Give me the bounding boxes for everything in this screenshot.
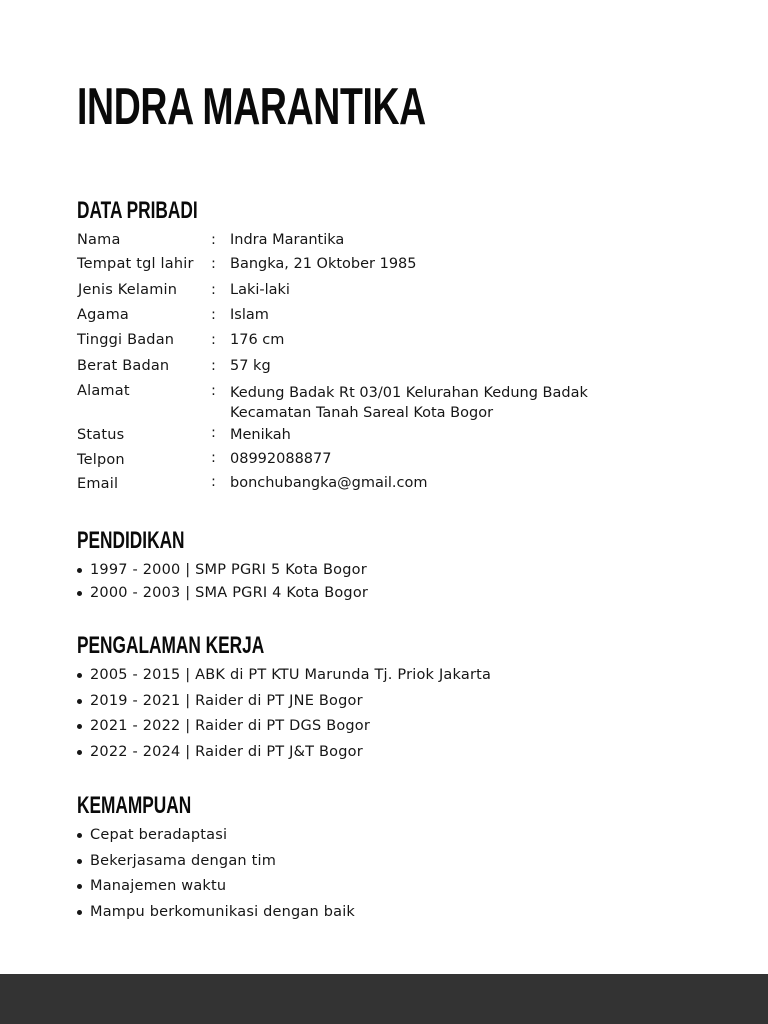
- list-item: [77, 850, 355, 876]
- bullet-icon: [77, 724, 82, 729]
- list-item: [77, 901, 355, 927]
- personal-colon: :: [211, 358, 216, 374]
- bullet-icon: [77, 591, 82, 596]
- footer-bar: [0, 974, 768, 1024]
- address-line-1: Kedung Badak Rt 03/01 Kelurahan Kedung Badak: [230, 385, 588, 401]
- bullet-icon: [77, 699, 82, 704]
- personal-value: 57 kg: [230, 358, 271, 374]
- experience-item-text: 2019 - 2021 | Raider di PT JNE Bogor: [90, 692, 363, 709]
- address-line-2: Kecamatan Tanah Sareal Kota Bogor: [230, 405, 494, 421]
- section-title-kemampuan: KEMAMPUAN: [77, 792, 192, 819]
- personal-colon: :: [211, 232, 216, 248]
- list-item: [77, 824, 355, 850]
- personal-label: Nama: [77, 232, 121, 248]
- list-item: [77, 664, 491, 690]
- section-title-data-pribadi: DATA PRIBADI: [77, 197, 198, 224]
- skill-item-text: Bekerjasama dengan tim: [90, 852, 277, 869]
- experience-item-text: 2021 - 2022 | Raider di PT DGS Bogor: [90, 718, 371, 735]
- list-item: [77, 582, 368, 605]
- personal-value: Islam: [230, 307, 269, 323]
- skills-list: [77, 824, 355, 926]
- personal-label: Email: [77, 476, 119, 492]
- bullet-icon: [77, 910, 82, 915]
- personal-colon: :: [211, 383, 216, 399]
- personal-value: Laki-laki: [230, 282, 290, 298]
- experience-list: [77, 664, 491, 766]
- personal-value: Indra Marantika: [230, 232, 345, 248]
- list-item: [77, 875, 355, 901]
- education-list: [77, 559, 368, 605]
- section-title-pendidikan: PENDIDIKAN: [77, 527, 185, 554]
- personal-colon: :: [211, 282, 216, 298]
- personal-label: Status: [77, 427, 125, 443]
- bullet-icon: [77, 750, 82, 755]
- personal-label: Tempat tgl lahir: [77, 256, 194, 272]
- personal-colon: :: [211, 332, 216, 348]
- cv-name-title: INDRA MARANTIKA: [77, 78, 426, 136]
- personal-value: Menikah: [230, 427, 291, 443]
- personal-value: bonchubangka@gmail.com: [230, 475, 428, 491]
- bullet-icon: [77, 568, 82, 573]
- bullet-icon: [77, 833, 82, 838]
- personal-label: Jenis Kelamin: [78, 282, 178, 298]
- education-item-text: 2000 - 2003 | SMA PGRI 4 Kota Bogor: [90, 585, 369, 601]
- bullet-icon: [77, 859, 82, 864]
- experience-item-text: 2005 - 2015 | ABK di PT KTU Marunda Tj. Priok Jakarta: [90, 667, 492, 683]
- bullet-icon: [77, 673, 82, 678]
- list-item: [77, 715, 491, 741]
- personal-value: Bangka, 21 Oktober 1985: [230, 256, 417, 272]
- bullet-icon: [77, 884, 82, 889]
- personal-label: Agama: [77, 307, 130, 323]
- personal-colon: :: [211, 256, 216, 272]
- list-item: [77, 559, 368, 582]
- personal-colon: :: [211, 425, 216, 441]
- personal-label: Tinggi Badan: [77, 332, 175, 348]
- experience-item-text: 2022 - 2024 | Raider di PT J&T Bogor: [90, 743, 363, 760]
- personal-value: 08992088877: [230, 451, 332, 467]
- personal-label: Alamat: [77, 383, 130, 399]
- section-title-pengalaman-kerja: PENGALAMAN KERJA: [77, 632, 265, 659]
- list-item: [77, 741, 491, 767]
- skill-item-text: Mampu berkomunikasi dengan baik: [90, 903, 356, 920]
- skill-item-text: Cepat beradaptasi: [90, 827, 228, 843]
- personal-value: 176 cm: [230, 332, 285, 348]
- personal-value-address: [230, 383, 588, 423]
- personal-colon: :: [211, 450, 216, 466]
- personal-label: Berat Badan: [77, 358, 170, 374]
- personal-colon: :: [211, 307, 216, 323]
- personal-label: Telpon: [77, 452, 125, 468]
- skill-item-text: Manajemen waktu: [90, 878, 227, 895]
- list-item: [77, 690, 491, 716]
- personal-colon: :: [211, 474, 216, 490]
- education-item-text: 1997 - 2000 | SMP PGRI 5 Kota Bogor: [90, 562, 367, 578]
